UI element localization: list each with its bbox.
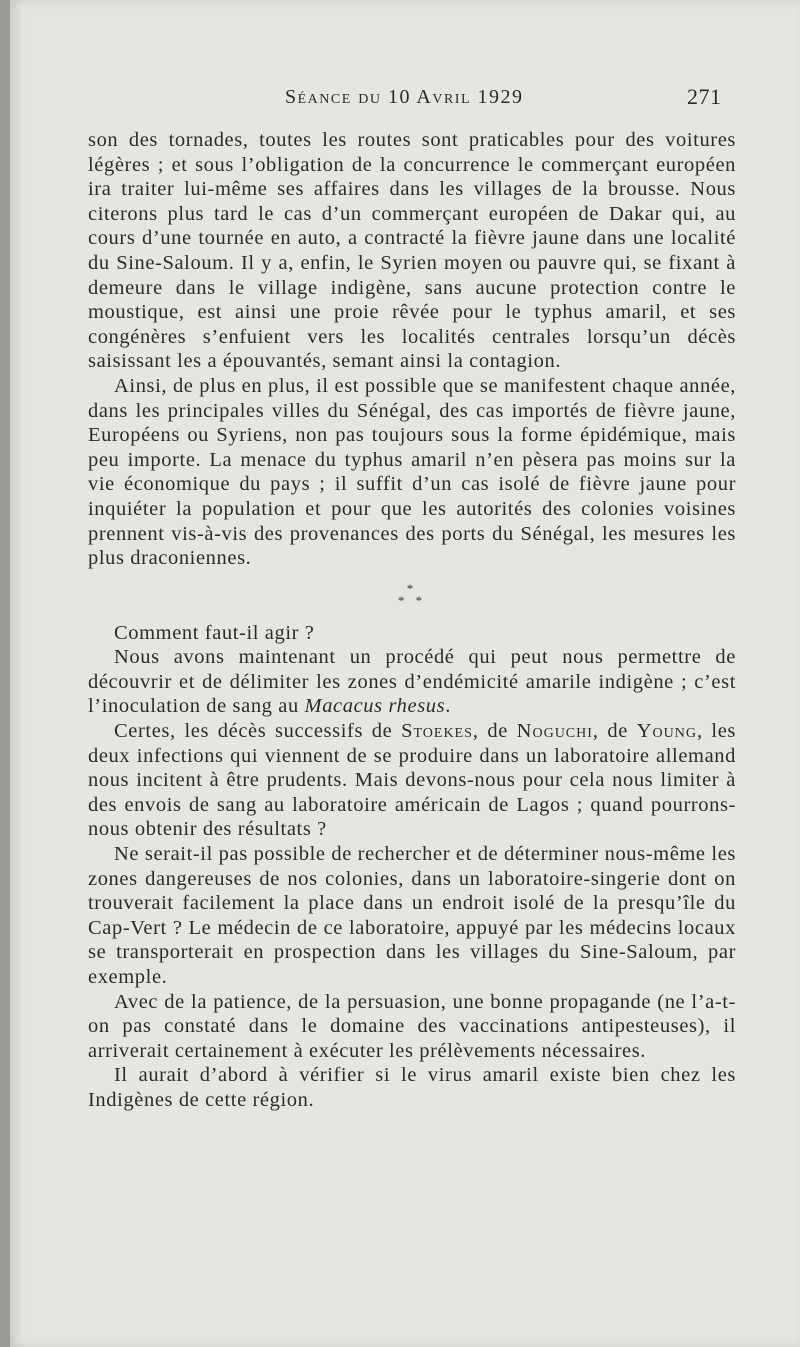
paragraph-5-d: , les deux infections qui viennent de se produire dans un laboratoire allemand nous incitent à être prudents. Mais devons-nous pour cela nous limiter à des envois de sang au laboratoire américain de Lagos ; quand pourrons-nous obtenir des résultats ? [88, 720, 736, 841]
species-name: Macacus rhesus [304, 695, 446, 718]
section-separator [88, 580, 736, 608]
author-name-noguchi: Noguchi [516, 720, 593, 743]
page-number: 271 [687, 84, 722, 109]
separator-asterisk-top: * [406, 580, 418, 596]
paragraph-8: Il aurait d’abord à vérifier si le virus amaril existe bien chez les Indigènes de cette région. [88, 1064, 736, 1111]
paragraph-5-b: , de [472, 720, 517, 743]
body-text [88, 128, 736, 1113]
running-head: Séance du 10 Avril 1929 [285, 86, 524, 108]
paragraph-3: Comment faut-il agir ? [114, 621, 315, 644]
paragraph-7: Avec de la patience, de la persuasion, une bonne propagande (ne l’a-t-on pas constaté dans le domaine des vaccinations antipesteuses), il arriverait certainement à exécuter les prélèvements nécessaires. [88, 990, 736, 1062]
paragraph-5-c: , de [592, 720, 637, 743]
page-header [10, 86, 800, 116]
author-name-stoekes: Stoekes [401, 720, 473, 743]
paragraph-1: son des tornades, toutes les routes sont praticables pour des voitures légères ; et sous l’obligation de la concurrence le commerçant européen ira traiter lui-même ses affaires dans les villages de la brousse. Nous citerons plus tard le cas d’un commerçant européen de Dakar qui, au cours d’une tournée en auto, a contracté la fièvre jaune dans une localité du Sine-Saloum. Il y a, enfin, le Syrien moyen ou pauvre qui, se fixant à demeure dans le village indigène, sans aucune protection contre le moustique, est ainsi une proie rêvée pour le typhus amaril, et ses congénères s’enfuient vers les localités centrales lorsqu’un décès saisissant les a épouvantés, semant ainsi la contagion. [88, 129, 736, 373]
paragraph-6: Ne serait-il pas possible de rechercher et de déterminer nous-même les zones dangereuses de nos colonies, dans un laboratoire-singerie dont on trouverait facilement la place dans un endroit isolé de la presqu’île du Cap-Vert ? Le médecin de ce laboratoire, appuyé par les médecins locaux se transporterait en prospection dans les villages du Sine-Saloum, par exemple. [88, 843, 736, 988]
paragraph-4-end: . [445, 695, 451, 718]
paragraph-5-a: Certes, les décès successifs de [114, 720, 402, 743]
book-page [10, 0, 800, 1347]
paragraph-2: Ainsi, de plus en plus, il est possible que se manifestent chaque année, dans les principales villes du Sénégal, des cas importés de fièvre jaune, Européens ou Syriens, non pas toujours sous la forme épidémique, mais peu importe. La menace du typhus amaril n’en pèsera pas moins sur la vie économique du pays ; il suffit d’un cas isolé de fièvre jaune pour inquiéter la population et pour que les autorités des colonies voisines prennent vis-à-vis des provenances des ports du Sénégal, les mesures les plus draconiennes. [88, 374, 736, 570]
author-name-young: Young [636, 720, 697, 743]
paragraph-5 [88, 719, 736, 842]
separator-asterisks-bottom: * * [397, 592, 427, 608]
paragraph-4-text: Nous avons maintenant un procédé qui peut nous permettre de découvrir et de délimiter les zones d’endémicité amarile indigène ; c’est l’inoculation de sang au [88, 646, 736, 718]
paragraph-4 [88, 645, 736, 719]
